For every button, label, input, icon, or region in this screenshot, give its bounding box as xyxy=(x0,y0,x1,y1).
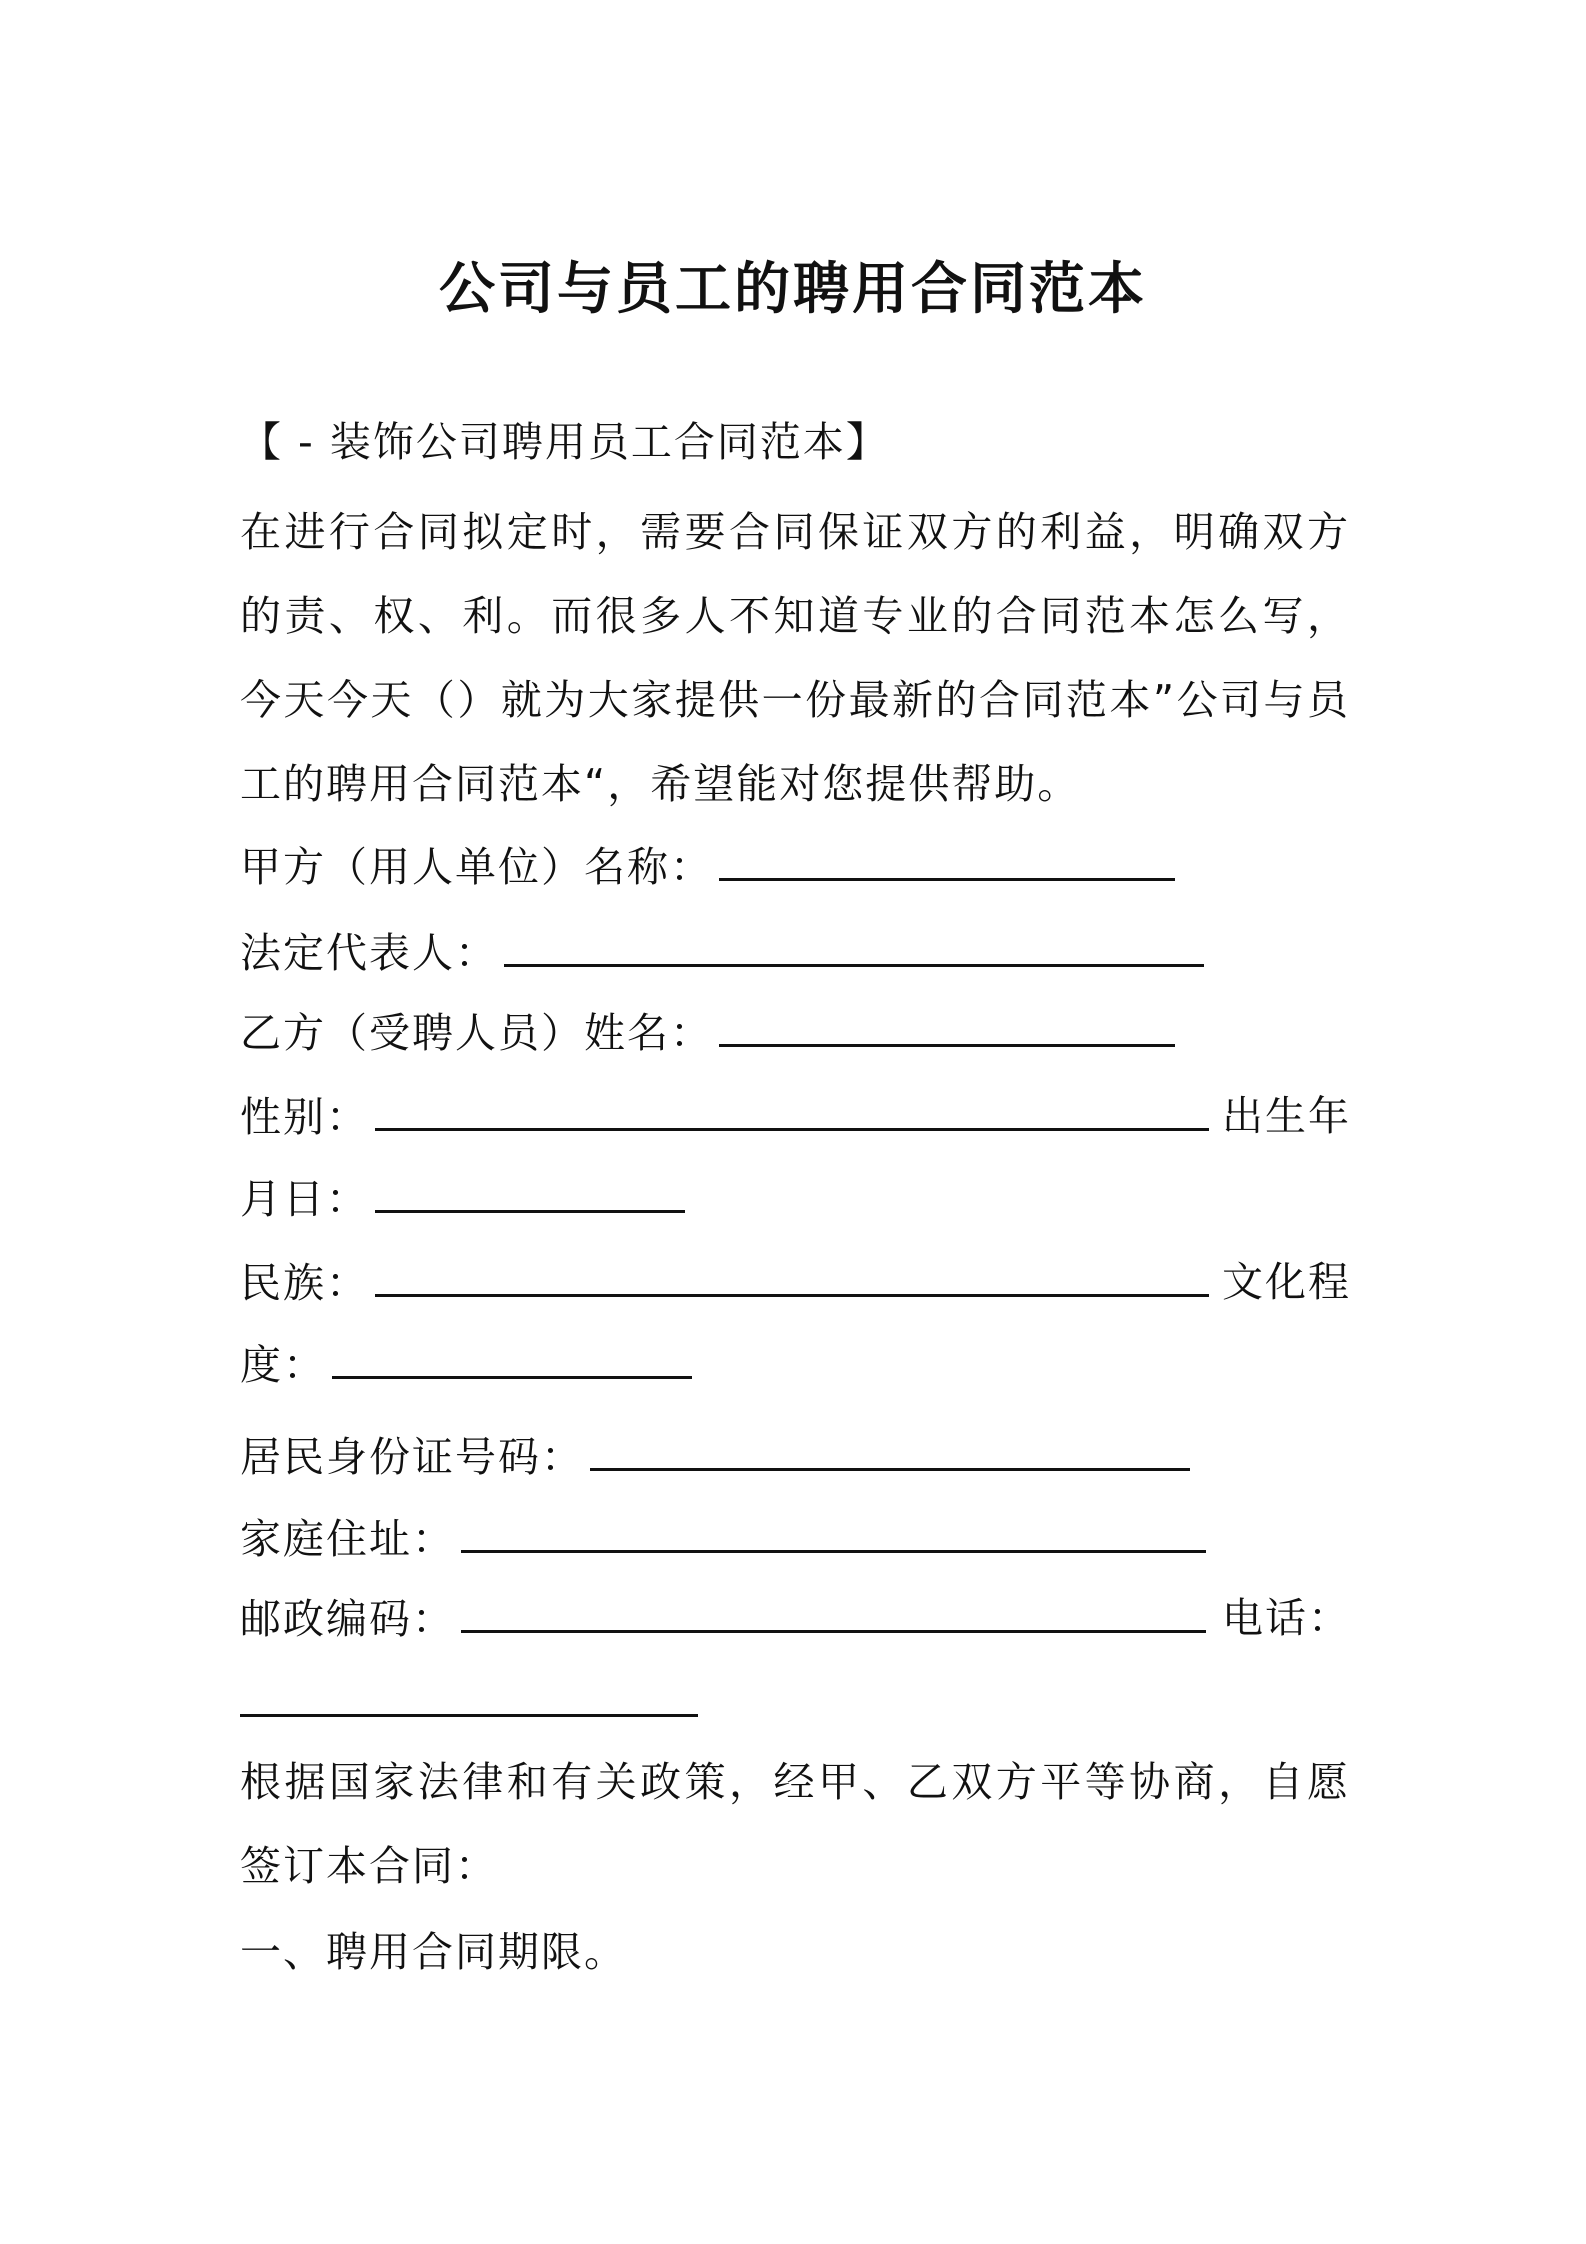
postal-code-label: 邮政编码： xyxy=(240,1595,455,1643)
education-label-part2: 度： xyxy=(240,1341,326,1389)
party-b-name-blank xyxy=(719,1004,1175,1047)
phone-row xyxy=(240,1674,704,1731)
birth-row xyxy=(240,1170,691,1227)
id-number-label: 居民身份证号码： xyxy=(240,1433,584,1481)
education-label-part1: 文化程 xyxy=(1222,1258,1351,1306)
ethnicity-blank xyxy=(375,1254,1209,1297)
phone-label: 电话： xyxy=(1222,1594,1351,1642)
agreement-paragraph: 根据国家法律和有关政策，经甲、乙双方平等协商，自愿签订本合同： xyxy=(240,1758,1350,1890)
legal-rep-label: 法定代表人： xyxy=(240,929,498,977)
document-subtitle: 【 - 装饰公司聘用员工合同范本】 xyxy=(240,418,889,466)
document-title: 公司与员工的聘用合同范本 xyxy=(439,257,1147,322)
birth-blank xyxy=(375,1170,685,1213)
id-number-blank xyxy=(590,1428,1190,1471)
party-a-name-row xyxy=(240,838,1181,895)
education-row xyxy=(240,1336,698,1393)
party-a-name-blank xyxy=(719,838,1175,881)
party-b-name-label: 乙方（受聘人员）姓名： xyxy=(240,1009,713,1057)
birth-label-part1: 出生年 xyxy=(1222,1092,1351,1140)
education-blank xyxy=(332,1336,692,1379)
id-number-row xyxy=(240,1428,1196,1485)
legal-rep-blank xyxy=(504,924,1204,967)
postal-code-blank xyxy=(461,1590,1206,1633)
phone-blank xyxy=(240,1674,698,1717)
legal-rep-row xyxy=(240,924,1210,981)
intro-paragraph: 在进行合同拟定时，需要合同保证双方的利益，明确双方的责、权、利。而很多人不知道专业的合同范本怎么写，今天今天（）就为大家提供一份最新的合同范本”公司与员工的聘用合同范本“，希望能对您提供帮助。 xyxy=(240,508,1350,808)
party-b-name-row xyxy=(240,1004,1181,1061)
party-a-name-label: 甲方（用人单位）名称： xyxy=(240,843,713,891)
address-blank xyxy=(461,1510,1206,1553)
address-row xyxy=(240,1510,1212,1567)
address-label: 家庭住址： xyxy=(240,1515,455,1563)
ethnicity-row xyxy=(240,1254,1215,1311)
ethnicity-label: 民族： xyxy=(240,1259,369,1307)
gender-row xyxy=(240,1088,1215,1145)
gender-blank xyxy=(375,1088,1209,1131)
postal-code-row xyxy=(240,1590,1212,1647)
birth-label-part2: 月日： xyxy=(240,1175,369,1223)
section-1-heading: 一、聘用合同期限。 xyxy=(240,1928,627,1976)
gender-label: 性别： xyxy=(240,1093,369,1141)
